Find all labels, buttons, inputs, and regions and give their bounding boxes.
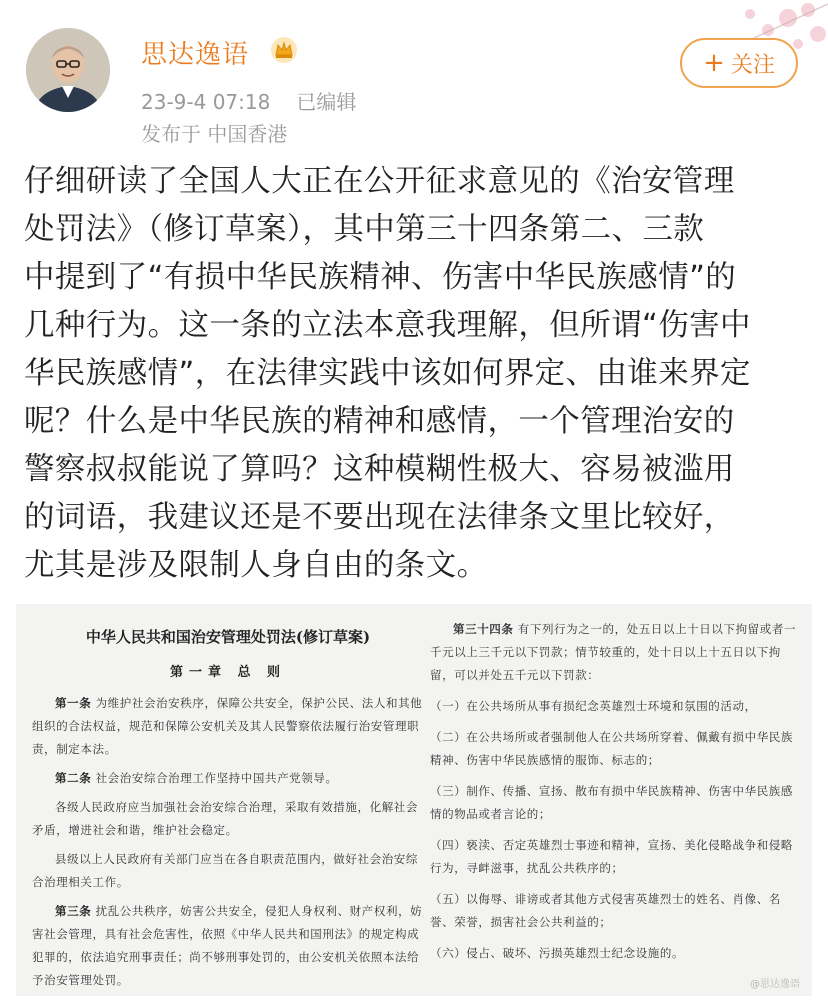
article-paragraph: 第三条 扰乱公共秩序，妨害公共安全，侵犯人身权利、财产权利，妨害社会管理，具有社会危害性，依照《中华人民共和国刑法》的规定构成犯罪的，依法追究刑事责任；尚不够刑事处罚的，由公安机关依照本法给予治安管理处罚。 bbox=[32, 904, 423, 987]
article-item: （三）制作、传播、宣扬、散布有损中华民族精神、伤害中华民族感情的物品或者言论的； bbox=[430, 784, 793, 821]
post-line: 的词语，我建议还是不要出现在法律条文里比较好， bbox=[24, 500, 735, 535]
post-meta bbox=[141, 86, 356, 115]
follow-label: 关注 bbox=[730, 52, 775, 78]
post-line: 警察叔叔能说了算吗？这种模糊性极大、容易被滥用 bbox=[24, 452, 735, 487]
article-label: 第三条 bbox=[55, 904, 92, 918]
article-label: 第二条 bbox=[55, 771, 92, 785]
watermark: @思达逸语 bbox=[750, 979, 800, 990]
article-paragraph: 第二条 社会治安综合治理工作坚持中国共产党领导。 bbox=[55, 771, 338, 785]
plus-icon: + bbox=[703, 48, 725, 78]
user-portrait-icon bbox=[26, 28, 110, 112]
article-item: （四）亵渎、否定英雄烈士事迹和精神，宣扬、美化侵略战争和侵略行为，寻衅滋事，扰乱公共秩序的； bbox=[430, 838, 793, 875]
article-item: （六）侵占、破坏、污损英雄烈士纪念设施的。 bbox=[430, 946, 685, 960]
article-paragraph: 各级人民政府应当加强社会治安综合治理，采取有效措施，化解社会矛盾，增进社会和谐，维护社会稳定。 bbox=[32, 800, 418, 837]
avatar[interactable] bbox=[26, 28, 110, 112]
article-label: 第一条 bbox=[55, 696, 92, 710]
follow-button[interactable] bbox=[680, 38, 798, 88]
post-location: 发布于 中国香港 bbox=[141, 122, 288, 146]
attached-document-image[interactable] bbox=[16, 604, 812, 996]
post-line: 呢？什么是中华民族的精神和感情，一个管理治安的 bbox=[24, 404, 735, 439]
post-timestamp: 23-9-4 07:18 bbox=[141, 90, 271, 114]
article-paragraph: 县级以上人民政府有关部门应当在各自职责范围内，做好社会治安综合治理相关工作。 bbox=[32, 852, 418, 889]
document-right-column bbox=[430, 618, 802, 973]
post-line: 中提到了“有损中华民族精神、伤害中华民族感情”的 bbox=[24, 260, 737, 295]
post-line: 华民族感情”，在法律实践中该如何界定、由谁来界定 bbox=[24, 356, 751, 391]
article-item: （一）在公共场所从事有损纪念英雄烈士环境和氛围的活动， bbox=[430, 699, 757, 713]
article-item: （五）以侮辱、诽谤或者其他方式侵害英雄烈士的姓名、肖像、名誉、荣誉，损害社会公共利益的； bbox=[430, 892, 781, 929]
edited-tag: 已编辑 bbox=[296, 90, 357, 114]
article-label: 第三十四条 bbox=[453, 622, 514, 636]
article-34: 第三十四条 有下列行为之一的，处五日以上十日以下拘留或者一千元以上三千元以下罚款；情节较重的，处十日以上十五日以下拘留，可以并处五千元以下罚款： bbox=[430, 622, 797, 682]
post-line: 仔细研读了全国人大正在公开征求意见的《治安管理 bbox=[24, 164, 735, 199]
document-left-column bbox=[32, 618, 424, 996]
post-line: 尤其是涉及限制人身自由的条文。 bbox=[24, 548, 488, 583]
post-line: 处罚法》（修订草案），其中第三十四条第二、三款 bbox=[24, 212, 705, 247]
post-line: 几种行为。这一条的立法本意我理解，但所谓“伤害中 bbox=[24, 308, 751, 343]
crown-badge-icon bbox=[270, 36, 298, 64]
username[interactable]: 思达逸语 bbox=[141, 40, 250, 70]
document-chapter: 第一章 总 则 bbox=[169, 665, 287, 680]
post-body bbox=[24, 158, 808, 590]
article-item: （二）在公共场所或者强制他人在公共场所穿着、佩戴有损中华民族精神、伤害中华民族感情的服饰、标志的； bbox=[430, 730, 793, 767]
article-paragraph: 第一条 为维护社会治安秩序，保障公共安全，保护公民、法人和其他组织的合法权益，规范和保障公安机关及其人民警察依法履行治安管理职责，制定本法。 bbox=[32, 696, 423, 756]
document-title: 中华人民共和国治安管理处罚法(修订草案) bbox=[85, 628, 371, 646]
